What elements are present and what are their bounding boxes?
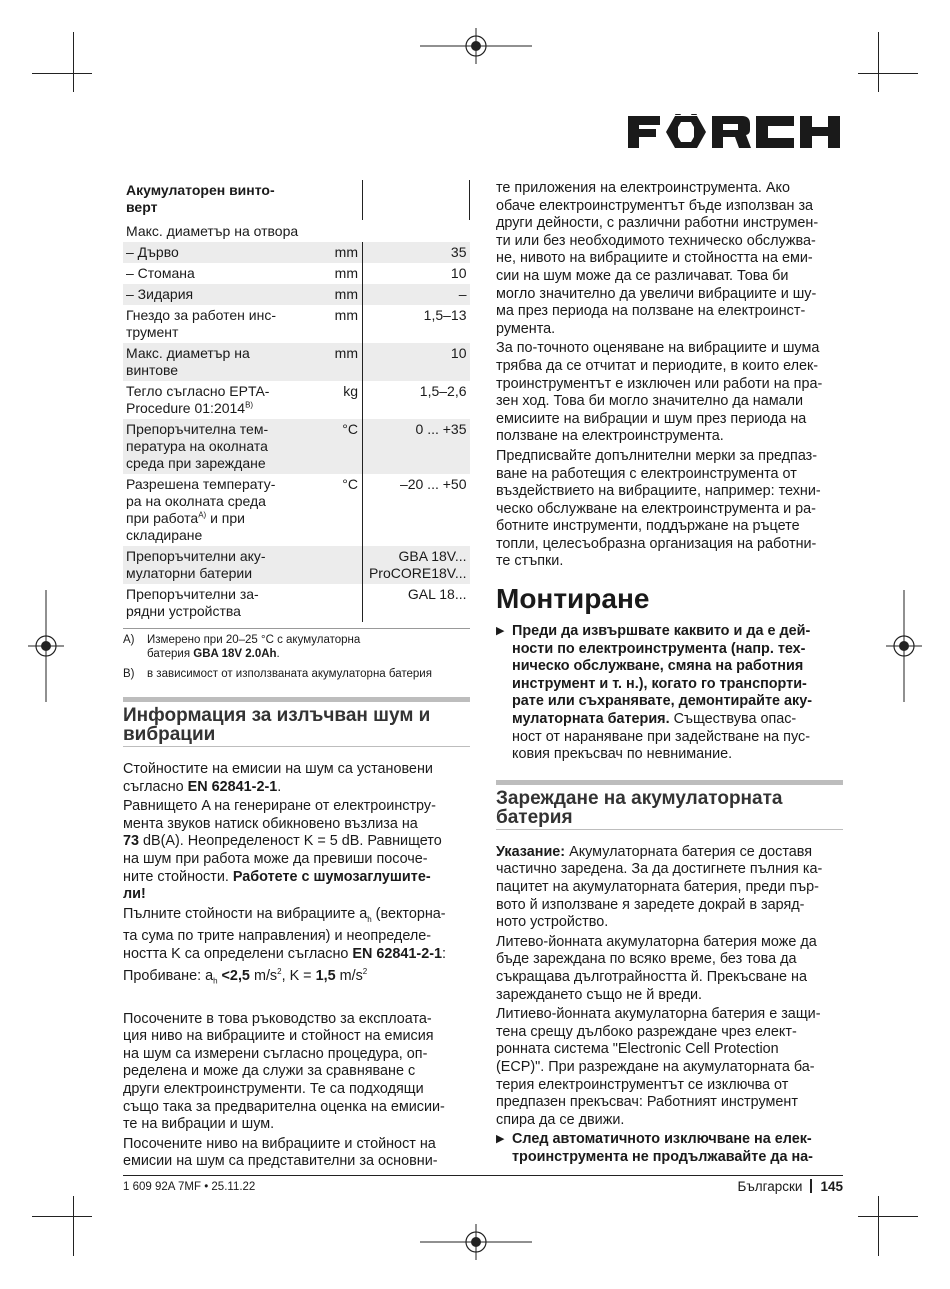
crop-mark bbox=[878, 1196, 879, 1256]
row-value: 1,5–13 bbox=[363, 305, 470, 343]
noise-paragraph: Посочените в това ръководство за експлоата- ция ниво на вибрациите и стойност на емисия на шум са измерени съгласно процедура, оп- ределена и може да служи за сравняване с други електроинструменти. Те са подходящи също така за предварителна оценка на емисии- те на вибрации и шум. bbox=[123, 1010, 445, 1133]
table-row bbox=[123, 242, 470, 263]
table-row bbox=[123, 381, 470, 419]
table-footnotes bbox=[123, 628, 470, 681]
noise-paragraph: те приложения на електроинструмента. Ако обаче електроинструментът бъде използван за други дейности, с различни работни инструмен- ти или без необходимото техническо обслужва- не, нивото на вибрациите и стойността на еми- сии на шум може да се различават. Това би могло значително да увеличи вибрациите и шу- ма през периода на ползване на електроинст- румента. bbox=[496, 180, 819, 337]
crop-mark bbox=[73, 1196, 74, 1256]
table-row bbox=[123, 220, 470, 242]
crop-mark bbox=[878, 32, 879, 92]
drill-diameter-label: Макс. диаметър на отвора bbox=[123, 220, 470, 242]
document-code: 1 609 92A 7MF • 25.11.22 bbox=[123, 1181, 256, 1193]
table-row bbox=[123, 263, 470, 284]
registration-target-icon bbox=[886, 590, 922, 702]
right-column bbox=[496, 180, 843, 1167]
footer-divider bbox=[123, 1175, 843, 1176]
noise-paragraph: Посочените ниво на вибрациите и стойност на емисии на шум са представителни за основни- bbox=[123, 1135, 438, 1170]
row-unit: °C bbox=[327, 419, 363, 474]
table-row bbox=[123, 474, 470, 546]
row-value: 1,5–2,6 bbox=[363, 381, 470, 419]
table-title: Акумулаторен винто- bbox=[126, 182, 275, 198]
row-label: Гнездо за работен инс- трумент bbox=[123, 305, 327, 343]
row-unit: mm bbox=[327, 263, 363, 284]
row-label: – Дърво bbox=[123, 242, 327, 263]
row-value: 10 bbox=[363, 343, 470, 381]
left-column bbox=[123, 180, 470, 1173]
row-value: 0 ... +35 bbox=[363, 419, 470, 474]
row-unit bbox=[327, 546, 363, 584]
table-title: верт bbox=[126, 199, 158, 215]
row-label: Разрешена температу- ра на околната среда при работа$^{A)}$ и при складиране bbox=[123, 474, 327, 546]
noise-paragraph: Стойностите на емисии на шум са установени съгласно EN 62841-2-1. bbox=[123, 761, 433, 795]
noise-section-heading: Информация за излъчван шум и вибрации bbox=[123, 697, 470, 747]
row-value: GBA 18V... ProCORE18V... bbox=[363, 546, 470, 584]
warning-bullet: ▶ След автоматичното изключване на елек- троинструмента не продължавайте да на- bbox=[496, 1131, 813, 1165]
row-value: 10 bbox=[363, 263, 470, 284]
table-row bbox=[123, 180, 470, 220]
noise-paragraph: Равнището A на генериране от електроинстру- мента звуков натиск обикновено възлиза на 73 dB(A). Неопределеност K = 5 dB. Равнището на шум при работа може да превиши посоче- ните стойности. Работете с шумозаглушите- ли! bbox=[123, 798, 442, 903]
registration-target-icon bbox=[420, 28, 532, 64]
table-row bbox=[123, 343, 470, 381]
table-row bbox=[123, 419, 470, 474]
charging-paragraph: Указание: Акумулаторната батерия се доставя частично заредена. За да достигнете пълния ка- пацитет на акумулаторната батерия, преди пър- вото й използване я заредете докрай в заряд- ното устройство. bbox=[496, 843, 823, 931]
table-row bbox=[123, 546, 470, 584]
row-value: GAL 18... bbox=[363, 584, 470, 622]
row-label: Тегло съгласно EPTA- Procedure $01:2014^{B)}$ bbox=[123, 381, 327, 419]
page-footer bbox=[737, 1179, 843, 1194]
crop-mark bbox=[32, 1216, 92, 1217]
triangle-bullet-icon: ▶ bbox=[496, 1133, 505, 1146]
row-value: –20 ... +50 bbox=[363, 474, 470, 546]
table-row bbox=[123, 284, 470, 305]
row-label: Макс. диаметър на винтове bbox=[123, 343, 327, 381]
row-unit: mm bbox=[327, 284, 363, 305]
vibration-paragraph: Пълните стойности на вибрациите $a_h$ (векторна- та сума по трите направления) и неопределе- ността K са определени съгласно EN 62841-2-1: Пробиване: $a_h <2,5$ $m/s^2$, K = 1,5 $m/s^2$ bbox=[123, 905, 447, 987]
row-label: Препоръчителна тем- пература на околната среда при зареждане bbox=[123, 419, 327, 474]
footer-language: Български bbox=[737, 1179, 803, 1194]
warning-bullet: ▶ Преди да извършвате каквито и да е дей- ности по електроинструмента (напр. тех- ническо обслужване, смяна на работния инструмент и т. н.), когато го транспорти- рате или съхранявате, демонтирайте аку- мулаторната батерия. Съществува опас- ност от нараняване при задействане на пус- ковия прекъсвач по невнимание. bbox=[496, 623, 813, 763]
mounting-heading: Монтиране bbox=[496, 583, 650, 615]
charging-paragraph: Литиево-йонната акумулаторна батерия е защи- тена срещу дълбоко разреждане чрез елект- ронната система "Electronic Cell Protection (ECP)". При разреждане на акумулаторната ба- терия електроинструментът се изключва от предпазен прекъсвач: Работният инструмент спира да се движи. bbox=[496, 1006, 821, 1128]
crop-mark bbox=[73, 32, 74, 92]
footnote-a: A) Измерено при 20–25 °C с акумулаторна батерия GBA 18V 2.0Ah. bbox=[123, 634, 361, 660]
row-unit bbox=[327, 584, 363, 622]
noise-paragraph: Предписвайте допълнителни мерки за предпаз- ване на работещия с електроинструмента от въздействието на вибрациите, например: техни- ческо обслужване на електроинструмента и ра- ботните инструменти, поддържане на ръцете топли, целесъобразна организация на работни- те стъпки. bbox=[496, 447, 821, 570]
page-number: 145 bbox=[820, 1179, 843, 1194]
footer-separator bbox=[810, 1179, 812, 1193]
row-label: – Стомана bbox=[123, 263, 327, 284]
row-label: – Зидария bbox=[123, 284, 327, 305]
row-unit: kg bbox=[327, 381, 363, 419]
crop-mark bbox=[32, 73, 92, 74]
row-label: Препоръчителни аку- мулаторни батерии bbox=[123, 546, 327, 584]
row-unit: mm bbox=[327, 242, 363, 263]
row-value: 35 bbox=[363, 242, 470, 263]
row-unit: mm bbox=[327, 343, 363, 381]
row-label: Препоръчителни за- рядни устройства bbox=[123, 584, 327, 622]
row-value: – bbox=[363, 284, 470, 305]
charging-paragraph: Литево-йонната акумулаторна батерия може да бъде зареждана по всяко време, без това да съкращава дълготрайността й. Прекъсване на зареждането също не й вреди. bbox=[496, 933, 817, 1003]
crop-mark bbox=[858, 1216, 918, 1217]
noise-paragraph: За по-точното оценяване на вибрациите и шума трябва да се отчитат и периодите, в които елек- троинструментът е изключен или работи на пра- зен ход. Това би могло значително да намали емисиите на вибрации и шум през периода на ползване на електроинструмента. bbox=[496, 340, 823, 445]
registration-target-icon bbox=[420, 1224, 532, 1260]
spec-table bbox=[123, 180, 470, 622]
table-row bbox=[123, 584, 470, 622]
crop-mark bbox=[858, 73, 918, 74]
charging-section-heading: Зареждане на акумулаторната батерия bbox=[496, 780, 843, 830]
registration-target-icon bbox=[28, 590, 64, 702]
footnote-b: B) в зависимост от използваната акумулаторна батерия bbox=[123, 668, 432, 680]
table-row bbox=[123, 305, 470, 343]
row-unit: °C bbox=[327, 474, 363, 546]
triangle-bullet-icon: ▶ bbox=[496, 625, 505, 638]
row-unit: mm bbox=[327, 305, 363, 343]
forch-logo bbox=[626, 114, 842, 150]
